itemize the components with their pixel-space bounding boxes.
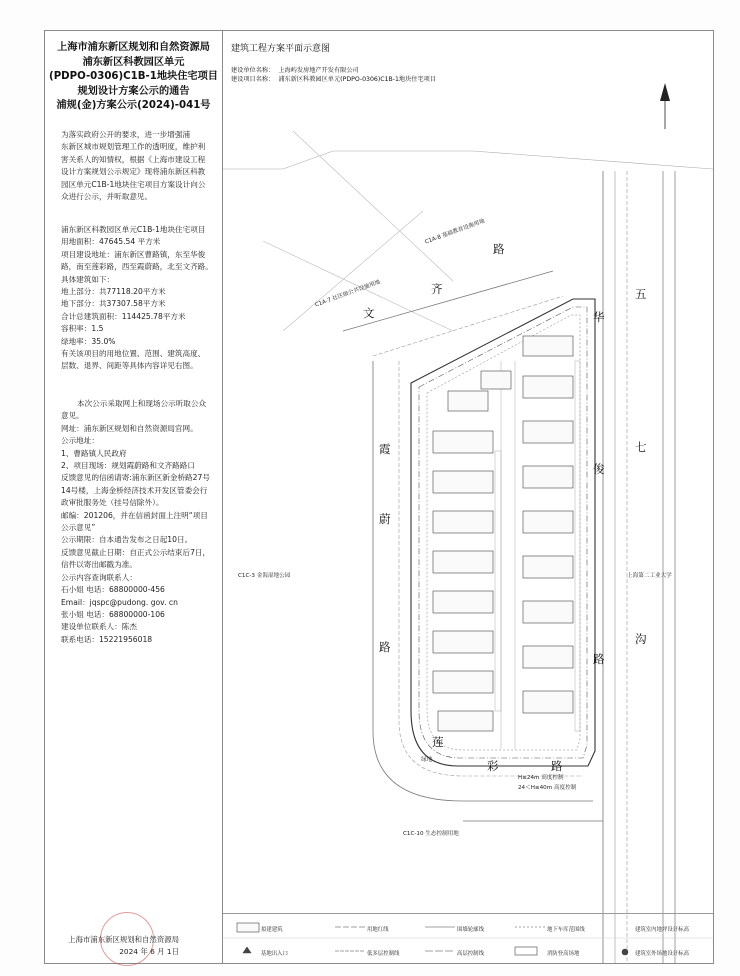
- contact-line: 1、曹路镇人民政府: [61, 448, 127, 458]
- building: [433, 591, 493, 613]
- contact-line: 14号楼，上海金桥经济技术开发区管委会行: [61, 485, 208, 495]
- legend-item: 建筑室外场地设计标高: [635, 951, 689, 957]
- title-line: 上海市浦东新区规划和自然资源局: [57, 42, 210, 53]
- building: [523, 511, 573, 533]
- building: [523, 336, 573, 356]
- building: [433, 551, 493, 573]
- fact-line: 合计总建筑面积：114425.78平方米: [61, 311, 186, 321]
- road-name-north: 路: [493, 242, 505, 256]
- contact-line: 公示期限：自本通告发布之日起10日。: [61, 535, 193, 545]
- north-parcel-line: [223, 151, 713, 169]
- building: [433, 431, 493, 453]
- road-name-north: 文: [363, 306, 375, 320]
- fact-line: 浦东新区科教园区单元C1B-1地块住宅项目: [61, 225, 206, 234]
- project-line: [231, 75, 711, 84]
- fact-line: 有关该项目的用地位置、范围、建筑高度、: [61, 349, 206, 359]
- developer-label: 建设单位名称：: [231, 67, 275, 74]
- fact-line: 项目建设地址：浦东新区曹路镇，东至华俊: [61, 249, 206, 259]
- contact-line: 2、项目现场：规划霞蔚路和文齐路路口: [61, 461, 195, 471]
- legend-item: 拟建建筑: [261, 927, 283, 933]
- legend-item: 低多层控制线: [367, 951, 400, 957]
- title-line: 浦东新区科教园区单元: [82, 56, 185, 68]
- contact-info: [61, 398, 217, 646]
- building: [433, 511, 493, 533]
- building: [433, 671, 493, 693]
- email-line: Email：jqspc@pudong. gov. cn: [61, 597, 178, 607]
- building: [523, 601, 573, 623]
- legend-item: 高层控制线: [457, 951, 484, 957]
- road-name-east: 华: [593, 310, 605, 324]
- notice-title: [45, 31, 222, 114]
- building: [523, 376, 573, 398]
- website-line: 网址：浦东新区规划和自然资源局官网。: [61, 423, 198, 433]
- canal-name: 沟: [635, 632, 647, 646]
- c1c10-label: C1C-10 生态控制用地: [403, 831, 459, 837]
- contact-line: 公示意见”: [61, 523, 96, 533]
- notice-intro: [61, 129, 217, 203]
- issuer-name: 上海市浦东新区规划和自然资源局: [68, 935, 179, 944]
- fact-line: 路，南至莲彩路，西至霞蔚路，北至文齐路。: [61, 262, 213, 272]
- building-group-west: [433, 431, 493, 731]
- intro-line: 园区单元C1B-1地块住宅项目方案设计向公: [61, 179, 206, 189]
- contact-line: 政审批服务处（挂号信除外）。: [61, 498, 164, 508]
- fact-line: 容积率：1.5: [61, 324, 104, 334]
- road-name-south: 路: [551, 759, 563, 773]
- c1a8-boundary: [293, 131, 453, 281]
- contact-line: 建设单位联系人：陈杰: [61, 622, 137, 632]
- fact-line: 层数、退界、间距等具体内容详见右图。: [61, 361, 198, 371]
- c1c3-label: C1C-3 金海湿地公园: [238, 573, 291, 579]
- contact-line: 公示内容查询联系人：: [61, 572, 137, 582]
- road-name-west: 霞: [379, 442, 391, 456]
- phone-line: 联系电话：15221956018: [61, 634, 153, 644]
- fact-line: 绿地率：35.0%: [61, 336, 116, 346]
- canal-name: 五: [635, 287, 647, 301]
- university-label: 上海第二工业大学: [627, 573, 672, 579]
- building: [523, 421, 573, 443]
- road-name-south: 莲: [432, 735, 444, 749]
- site-plan-panel: [223, 31, 713, 963]
- developer-line: [231, 66, 711, 75]
- fact-line: 具体建筑如下：: [61, 274, 115, 284]
- contact-line: 本次公示采取网上和现场公示听取公众: [77, 399, 207, 408]
- fact-line: 用地面积：47645.54 平方米: [61, 237, 161, 247]
- site-plan-drawing: [223, 31, 713, 963]
- road-name-east: 路: [593, 652, 605, 666]
- contact-line: 意见。: [61, 411, 84, 421]
- notice-sheet: [44, 30, 714, 964]
- intro-line: 设计方案规划公示规定》现将浦东新区科教: [61, 167, 206, 177]
- building-group-north: [448, 371, 511, 411]
- canal-name: 七: [635, 440, 647, 454]
- intro-line: 为落实政府公开的要求，进一步增强浦: [61, 130, 191, 139]
- c1a7-label: C1A-7 社区级公共设施用地: [314, 279, 382, 309]
- developer-name: 上海屿发房地产开发有限公司: [278, 67, 359, 74]
- title-line: (PDPO-0306)C1B-1地块住宅项目: [49, 71, 218, 83]
- road-name-east: 俊: [593, 462, 605, 476]
- legend-item: 建筑室内地坪设计标高: [635, 927, 689, 933]
- building: [523, 691, 573, 713]
- contact-line: 邮编：201206，并在信函封面上注明“项目: [61, 510, 208, 520]
- title-line: 规划设计方案公示的通告: [77, 85, 190, 97]
- north-arrow-icon: [660, 83, 670, 129]
- project-name: 浦东新区科教园区单元(PDPO-0306)C1B-1地块住宅项目: [278, 76, 437, 83]
- phone-line: 石小姐 电话：68800000-456: [61, 585, 165, 595]
- building: [433, 631, 493, 653]
- contact-line: 信件以寄出邮戳为准。: [61, 560, 137, 570]
- fire-access-area: [575, 361, 580, 731]
- building-group-east: [523, 336, 573, 713]
- c1a8-label: C1A-8 基础教育设施用地: [424, 218, 486, 246]
- fire-access-area: [495, 451, 501, 711]
- legend-item: 消防登高场地: [547, 951, 580, 957]
- intro-line: 众进行公示，并听取意见。: [61, 192, 153, 202]
- legend-item: 用地红线: [367, 927, 389, 933]
- plan-header: [231, 41, 711, 84]
- fire-access-areas: [495, 361, 580, 731]
- notice-text-column: [45, 31, 223, 963]
- project-label: 建设项目名称：: [231, 76, 275, 83]
- road-name-west: 蔚: [379, 512, 391, 526]
- west-diagonal-line: [283, 211, 423, 331]
- greenbelt-label: 绿地: [421, 757, 433, 763]
- contact-line: 公示地址：: [61, 436, 99, 446]
- building: [438, 711, 493, 731]
- project-facts: [61, 224, 217, 373]
- legend-item: 基地出入口: [261, 951, 288, 957]
- building: [523, 466, 573, 488]
- height-note: 24＜H≤40m 高度控制: [518, 785, 577, 791]
- road-name-south: 彩: [487, 759, 499, 773]
- legend-item: 地下车库范围线: [547, 927, 585, 933]
- road-name-west: 路: [379, 640, 391, 654]
- building: [523, 646, 573, 668]
- contact-line: 反馈意见的信函请寄:浦东新区新金桥路27号: [61, 473, 210, 483]
- legend: [223, 913, 713, 963]
- legend-item: 围墙轮廓线: [457, 927, 484, 933]
- fact-line: 地上部分：共77118.20平方米: [61, 287, 166, 297]
- plan-title: 建筑工程方案平面示意图: [231, 44, 331, 54]
- road-name-north: 齐: [431, 282, 443, 296]
- building: [448, 391, 488, 411]
- building: [481, 371, 511, 389]
- phone-line: 张小姐 电话：68800000-106: [61, 609, 165, 619]
- contact-line: 反馈意见截止日期：自正式公示结束后7日，: [61, 547, 211, 557]
- building: [523, 556, 573, 578]
- signature-block: [44, 934, 179, 958]
- building: [433, 471, 493, 493]
- intro-line: 害关系人的知情权，根据《上海市建设工程: [61, 154, 206, 164]
- fact-line: 地下部分：共37307.58平方米: [61, 299, 166, 309]
- height-note: H≤24m 高度控制: [518, 775, 564, 781]
- title-line: 浦规(金)方案公示(2024)-041号: [56, 100, 211, 112]
- intro-line: 东新区城市规划管理工作的透明度，维护利: [61, 142, 206, 152]
- issue-date: 2024 年 6 月 1日: [119, 947, 179, 956]
